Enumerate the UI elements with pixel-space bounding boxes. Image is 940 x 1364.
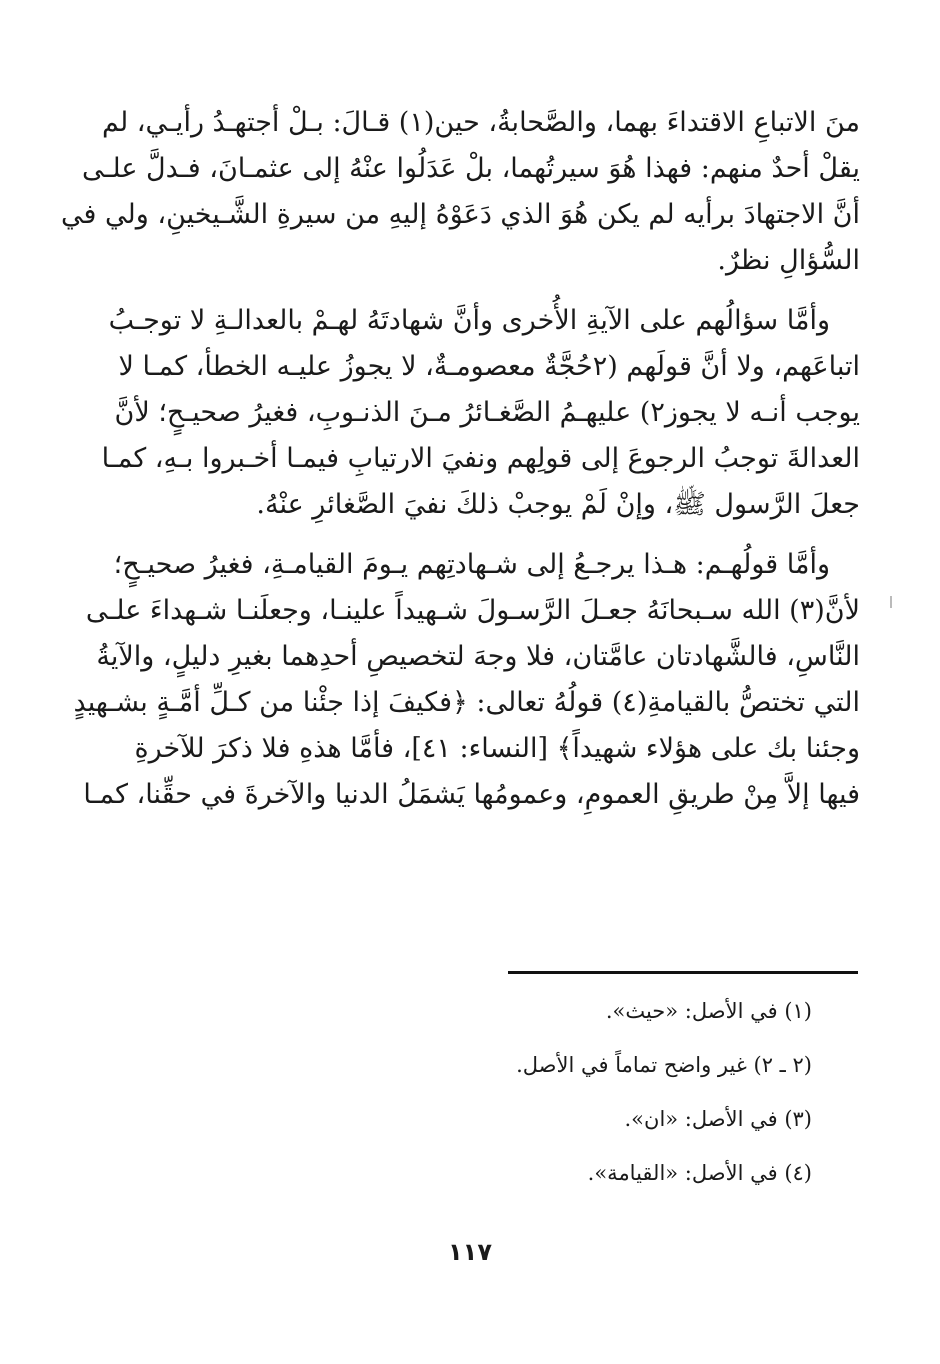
text-line: العدالةَ توجبُ الرجوعَ إلى قولِهم ونفيَ الارتيابِ فيمـا أخـبروا بـهِ، كمـا bbox=[101, 443, 860, 474]
footnotes bbox=[160, 996, 812, 1212]
text-line: فيها إلاَّ مِنْ طريقِ العمومِ، وعمومُها يَشمَلُ الدنيا والآخرةَ في حقِّنا، كمـا bbox=[83, 779, 860, 810]
footnote-3: (٣) في الأصل: «ان». bbox=[624, 1107, 812, 1131]
main-text bbox=[61, 100, 860, 832]
footnote-4: (٤) في الأصل: «القيامة». bbox=[587, 1161, 812, 1185]
text-line: يقلْ أحدٌ منهم: فهذا هُوَ سيرتُهما، بلْ عَدَلُوا عنْهُ إلى عثمـانَ، فـدلَّ علـى bbox=[82, 153, 860, 184]
text-line: جعلَ الرَّسول ﷺ، وإنْ لَمْ يوجبْ ذلكَ نفيَ الصَّغائرِ عنْهُ. bbox=[256, 489, 860, 520]
paragraph-3 bbox=[73, 542, 860, 818]
text-line: وجئنا بك على هؤلاء شهيداً﴾ [النساء: ٤١]، فأمَّا هذهِ فلا ذكرَ للآخرةِ bbox=[134, 733, 860, 764]
text-line: اتباعَهم، ولا أنَّ قولَهم (٢حُجَّةٌ معصومـةٌ، لا يجوزُ عليـه الخطأ، كمـا لا bbox=[118, 351, 860, 382]
text-line: لأنَّ(٣) الله سـبحانَهُ جعـلَ الرَّسـولَ شـهيداً علينـا، وجعلَنـا شـهداءَ علـى bbox=[85, 595, 860, 626]
text-line: منَ الاتباعِ الاقتداءَ بهما، والصَّحابةُ، حين(١) قـالَ: بـلْ أجتهـدُ رأيـي، لم bbox=[102, 107, 860, 138]
text-line: النَّاسِ، فالشَّهادتان عامَّتان، فلا وجهَ لتخصيصِ أحدِهما بغيرِ دليلٍ، والآيةُ bbox=[96, 641, 860, 672]
paragraph-1 bbox=[61, 100, 860, 284]
text-line: يوجب أنـه لا يجوز٢) عليهـمُ الصَّغـائرُ مـنَ الذنـوبِ، فغيرُ صحيـحٍ؛ لأنَّ bbox=[114, 397, 860, 428]
text-line: التي تختصُّ بالقيامةِ(٤) قولُهُ تعالى: ﴿فكيفَ إذا جئْنا من كـلِّ أمَّـةٍ بشـهيدٍ bbox=[73, 687, 860, 718]
scan-speck bbox=[890, 596, 892, 608]
footnote-1: (١) في الأصل: «حيث». bbox=[605, 999, 812, 1023]
text-line: وأمَّا قولُهـم: هـذا يرجـعُ إلى شـهادتِهم يـومَ القيامـةِ، فغيرُ صحيـحٍ؛ bbox=[113, 549, 830, 580]
paragraph-2 bbox=[101, 298, 860, 528]
page-number: ١١٧ bbox=[448, 1238, 492, 1266]
footnote-divider bbox=[508, 971, 858, 974]
text-line: أنَّ الاجتهادَ برأيه لم يكن هُوَ الذي دَعَوْهُ إليهِ من سيرةِ الشَّـيخينِ، ولي في bbox=[61, 199, 860, 230]
footnote-2: (٢ ـ ٢) غير واضح تماماً في الأصل. bbox=[516, 1053, 812, 1077]
text-line: وأمَّا سؤالُهم على الآيةِ الأُخرى وأنَّ شهادتَهُ لهـمْ بالعدالـةِ لا توجـبُ bbox=[108, 305, 830, 336]
text-line: السُّؤالِ نظرٌ. bbox=[717, 245, 860, 276]
